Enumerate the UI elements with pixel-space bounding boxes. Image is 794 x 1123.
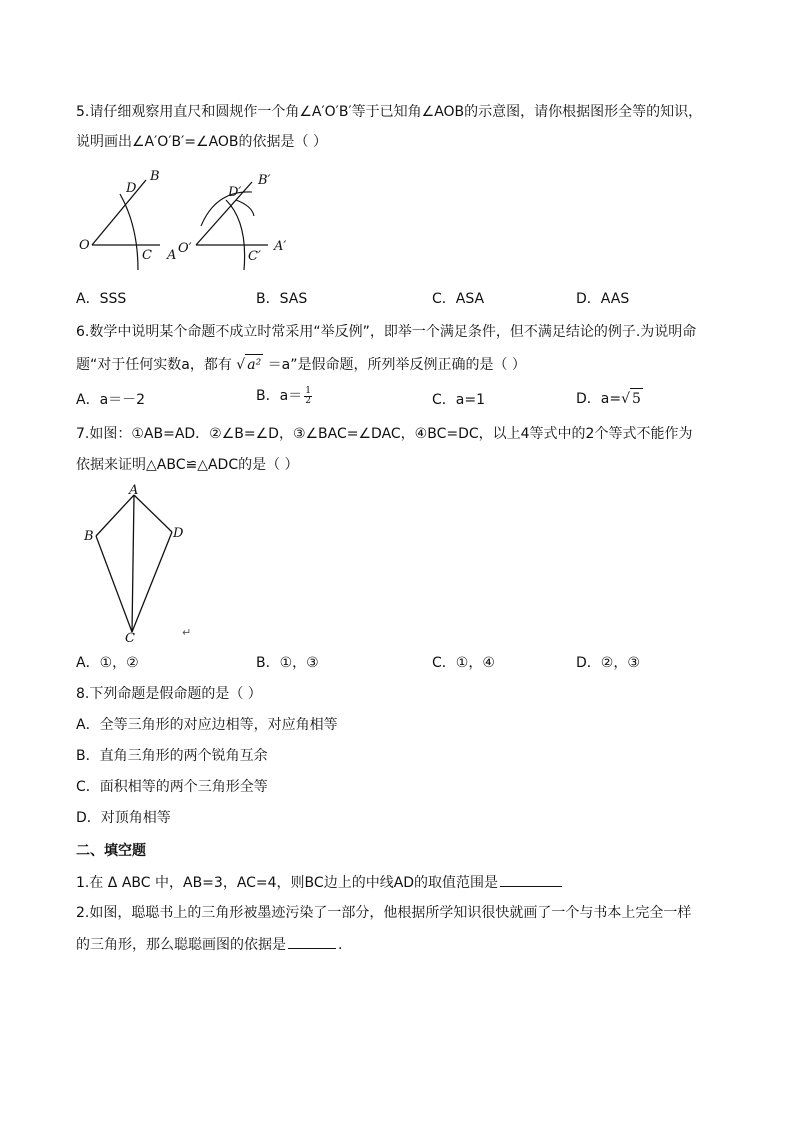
q5-option-c[interactable]: C．ASA	[432, 291, 485, 307]
q7-option-a[interactable]: A．①，②	[76, 655, 139, 671]
label-B: B	[84, 529, 94, 544]
fraction-numerator: 1	[305, 385, 311, 396]
q6-stem-line1: 6.数学中说明某个命题不成立时常采用“举反例”，即举一个满足条件，但不满足结论的例子.为说明命	[76, 324, 697, 340]
q8-option-d[interactable]: D．对顶角相等	[76, 810, 171, 826]
label-C-prime: C′	[248, 249, 261, 264]
fill-q2-line2	[76, 934, 342, 955]
label-B-prime: B′	[258, 173, 271, 188]
label-D-prime: D′	[228, 185, 242, 200]
q8-option-c[interactable]: C．面积相等的两个三角形全等	[76, 779, 268, 795]
q8-stem: 8.下列命题是假命题的是（ ）	[76, 686, 262, 702]
q6-option-b-label: B．a＝	[256, 388, 303, 404]
q8-option-a[interactable]: A．全等三角形的对应边相等，对应角相等	[76, 717, 338, 733]
q6-sqrt-expression: √ a²	[236, 354, 263, 375]
q7-kite-figure	[80, 482, 200, 644]
q5-option-d[interactable]: D．AAS	[576, 291, 630, 307]
q6-stem-line2	[76, 354, 526, 375]
q6-stem-line2-post: ＝a”是假命题，所列举反例正确的是（ ）	[267, 357, 526, 373]
fill-q2-period: .	[338, 937, 343, 953]
label-A: A	[167, 248, 177, 263]
label-B: B	[150, 169, 160, 184]
q7-stem-line2: 依据来证明△ABC≌△ADC的是（ ）	[76, 457, 299, 473]
section-heading-fill-in: 二、填空题	[76, 843, 146, 859]
q6-option-b[interactable]	[256, 386, 314, 406]
q6-radicand: a²	[245, 354, 263, 375]
label-O: O	[79, 238, 90, 253]
q6-option-d-radicand: 5	[630, 388, 643, 409]
label-C: C	[142, 248, 152, 263]
label-A-prime: A′	[274, 239, 287, 254]
q7-option-b[interactable]: B．①，③	[256, 655, 319, 671]
fraction-denominator: 2	[305, 395, 311, 406]
q6-option-d[interactable]	[576, 388, 643, 409]
label-O-prime: O′	[178, 241, 192, 256]
label-A: A	[129, 483, 139, 498]
fill-q2-blank[interactable]	[288, 934, 336, 949]
fill-q1	[76, 872, 564, 893]
q5-stem-line2: 说明画出∠A′O′B′=∠AOB的依据是（ ）	[76, 134, 327, 150]
q5-angle-figure	[76, 166, 306, 276]
q5-stem-line1: 5.请仔细观察用直尺和圆规作一个角∠A′O′B′等于已知角∠AOB的示意图，请你根据图形全等的知识，	[76, 104, 703, 120]
q6-option-d-sqrt: √ 5	[621, 388, 643, 409]
q6-option-d-label: D．a=	[576, 391, 622, 407]
q7-option-c[interactable]: C．①，④	[432, 655, 495, 671]
fill-q2-text: 的三角形，那么聪聪画图的依据是	[76, 937, 286, 953]
q5-option-b[interactable]: B．SAS	[256, 291, 308, 307]
paragraph-return-mark: ↵	[182, 626, 192, 639]
fill-q2-line1: 2.如图，聪聪书上的三角形被墨迹污染了一部分，他根据所学知识很快就画了一个与书本上完全一样	[76, 905, 692, 921]
q6-stem-line2-pre: 题“对于任何实数a，都有	[76, 357, 232, 373]
fill-q1-text: 1.在 Δ ABC 中，AB=3，AC=4，则BC边上的中线AD的取值范围是	[76, 875, 499, 891]
q7-stem-line1: 7.如图：①AB=AD．②∠B=∠D，③∠BAC=∠DAC，④BC=DC，以上4等式中的2个等式不能作为	[76, 426, 693, 442]
q6-option-a[interactable]: A．a＝－2	[76, 392, 146, 408]
q6-option-b-fraction	[304, 387, 312, 406]
label-C: C	[125, 631, 135, 644]
q7-option-d[interactable]: D．②，③	[576, 655, 640, 671]
q5-option-a[interactable]: A．SSS	[76, 291, 127, 307]
label-D: D	[173, 526, 184, 541]
q8-option-b[interactable]: B．直角三角形的两个锐角互余	[76, 748, 268, 764]
label-D: D	[126, 181, 137, 196]
fill-q1-blank[interactable]	[500, 872, 562, 887]
q6-option-c[interactable]: C．a=1	[432, 392, 485, 408]
